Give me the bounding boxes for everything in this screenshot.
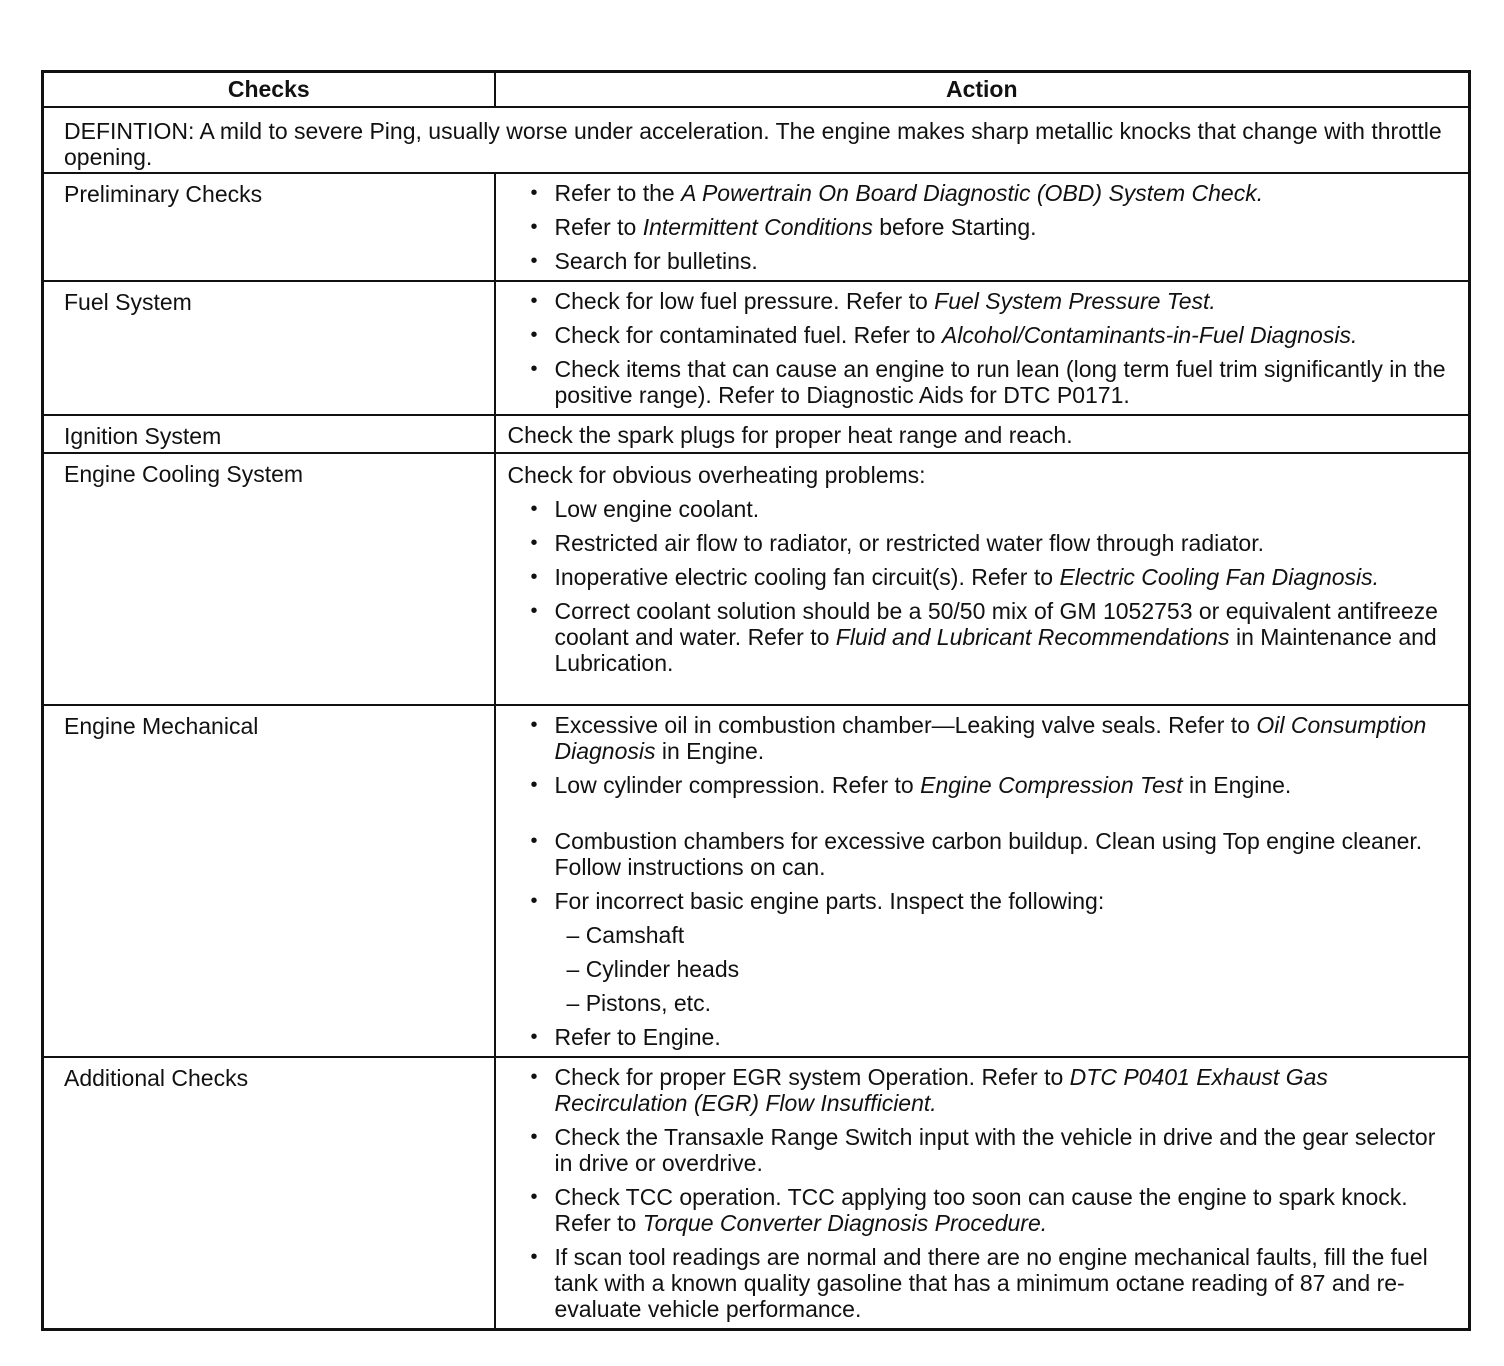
action-cell — [495, 705, 1470, 1057]
list-item: • Refer to Intermittent Conditions before Starting. — [555, 214, 1449, 240]
check-label: Fuel System — [43, 281, 495, 415]
action-cell — [495, 281, 1470, 415]
diagnostic-table — [41, 70, 1471, 1331]
header-action: Action — [495, 72, 1470, 108]
list-item: • Inoperative electric cooling fan circuit(s). Refer to Electric Cooling Fan Diagnosis. — [555, 564, 1449, 590]
table-row — [43, 173, 1470, 281]
list-item: • If scan tool readings are normal and there are no engine mechanical faults, fill the fuel tank with a known quality gasoline that has a minimum octane reading of 87 and re-evaluate vehicle performance. — [555, 1244, 1449, 1322]
header-checks: Checks — [43, 72, 495, 108]
table-row — [43, 1057, 1470, 1330]
definition-row — [43, 107, 1470, 173]
list-item: • Excessive oil in combustion chamber—Leaking valve seals. Refer to Oil Consumption Diagnosis in Engine. — [555, 712, 1449, 764]
sub-item: – Camshaft — [567, 922, 1449, 948]
list-item: • Check TCC operation. TCC applying too soon can cause the engine to spark knock. Refer to Torque Converter Diagnosis Procedure. — [555, 1184, 1449, 1236]
list-item: • Check for proper EGR system Operation. Refer to DTC P0401 Exhaust Gas Recirculation (EGR) Flow Insufficient. — [555, 1064, 1449, 1116]
list-item: • Check for contaminated fuel. Refer to Alcohol/Contaminants-in-Fuel Diagnosis. — [555, 322, 1449, 348]
sub-item: – Cylinder heads — [567, 956, 1449, 982]
list-item: • For incorrect basic engine parts. Inspect the following: – Camshaft – Cylinder heads – Pistons, etc. — [555, 888, 1449, 1016]
bullet-list — [508, 1064, 1449, 1322]
sub-list — [555, 922, 1449, 1016]
list-item: • Refer to Engine. — [555, 1024, 1449, 1050]
action-cell — [495, 173, 1470, 281]
action-lead: Check for obvious overheating problems: — [507, 462, 926, 488]
check-label: Preliminary Checks — [43, 173, 495, 281]
bullet-list — [508, 180, 1449, 274]
table-row — [43, 453, 1470, 705]
action-cell — [495, 453, 1470, 705]
list-item: • Check items that can cause an engine to run lean (long term fuel trim significantly in the positive range). Refer to Diagnostic Aids for DTC P0171. — [555, 356, 1449, 408]
list-item: • Low cylinder compression. Refer to Engine Compression Test in Engine. — [555, 772, 1449, 798]
check-label: Engine Cooling System — [43, 453, 495, 705]
bullet-list — [508, 712, 1449, 1050]
header-row — [43, 72, 1470, 108]
check-label: Additional Checks — [43, 1057, 495, 1330]
list-item: • Combustion chambers for excessive carbon buildup. Clean using Top engine cleaner. Follow instructions on can. — [555, 828, 1449, 880]
action-cell — [495, 415, 1470, 453]
list-item: • Search for bulletins. — [555, 248, 1449, 274]
list-item: • Check the Transaxle Range Switch input with the vehicle in drive and the gear selector in drive or overdrive. — [555, 1124, 1449, 1176]
list-item: • Refer to the A Powertrain On Board Diagnostic (OBD) System Check. — [555, 180, 1449, 206]
table-row — [43, 415, 1470, 453]
sub-item: – Pistons, etc. — [567, 990, 1449, 1016]
table-row — [43, 281, 1470, 415]
list-item: • Restricted air flow to radiator, or restricted water flow through radiator. — [555, 530, 1449, 556]
list-item: • Check for low fuel pressure. Refer to Fuel System Pressure Test. — [555, 288, 1449, 314]
check-label: Engine Mechanical — [43, 705, 495, 1057]
list-item: • Correct coolant solution should be a 50/50 mix of GM 1052753 or equivalent antifreeze coolant and water. Refer to Fluid and Lubricant Recommendations in Maintenance and Lubrication. — [555, 598, 1449, 676]
bullet-list — [508, 496, 1449, 676]
check-label: Ignition System — [43, 415, 495, 453]
table-row — [43, 705, 1470, 1057]
definition-text: DEFINTION: A mild to severe Ping, usually worse under acceleration. The engine makes sharp metallic knocks that change with throttle opening. — [43, 107, 1470, 173]
list-item: • Low engine coolant. — [555, 496, 1449, 522]
action-cell — [495, 1057, 1470, 1330]
action-text: Check the spark plugs for proper heat range and reach. — [507, 422, 1073, 448]
bullet-list — [508, 288, 1449, 408]
